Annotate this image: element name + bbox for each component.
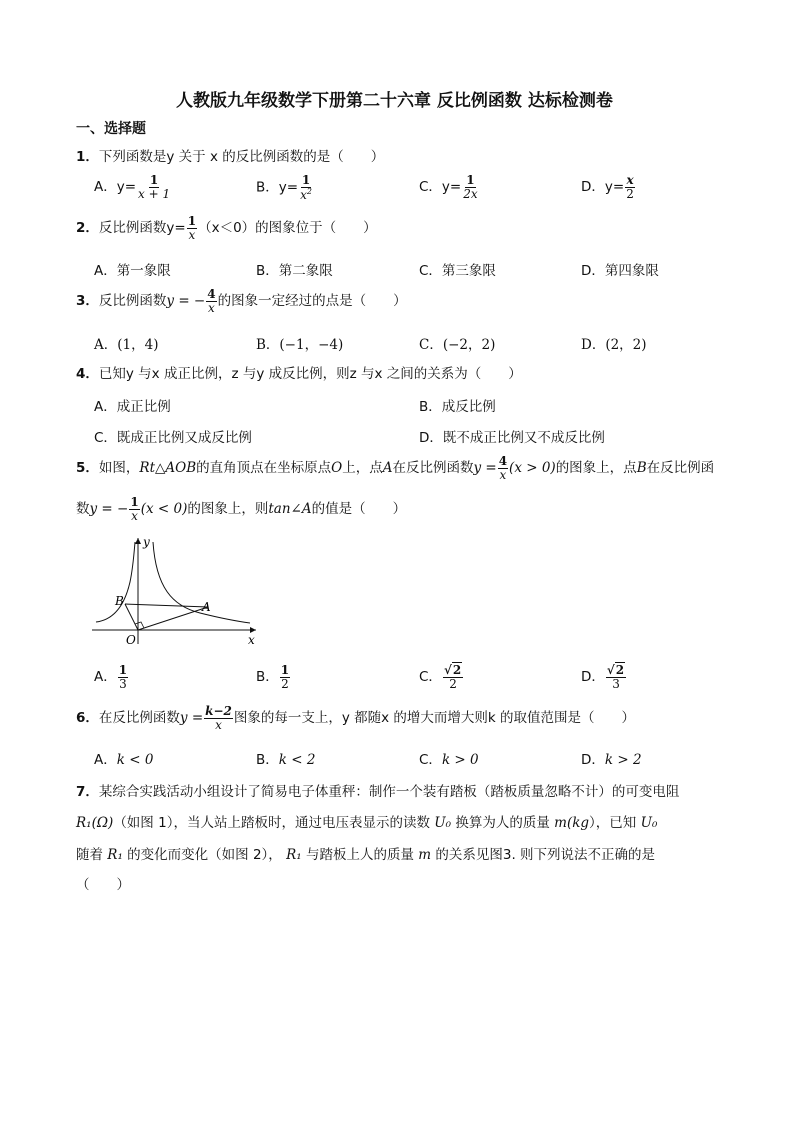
option-d[interactable]: D．k > 2 — [581, 752, 642, 768]
fraction: $\frac{1}{x}$ — [130, 495, 139, 523]
option-a[interactable] — [94, 174, 172, 200]
fraction: $\frac{1}{3}$ — [118, 663, 128, 691]
question-5-line-2: 数y = − $\frac{1}{x}$ (x < 0)的图象上，则tan∠A的值是（ ） — [76, 495, 407, 523]
question-1 — [76, 145, 384, 165]
question-number: 6． — [76, 710, 99, 727]
option-c[interactable]: C．k > 0 — [419, 752, 479, 768]
fraction: $\frac{1}{x^2}$ — [300, 173, 312, 202]
option-d[interactable]: D．既不成正比例又不成反比例 — [419, 430, 605, 446]
option-a[interactable]: A．成正比例 — [94, 399, 171, 415]
point-label-b: B — [115, 594, 124, 608]
option-d[interactable]: D．第四象限 — [581, 263, 659, 279]
option-b[interactable]: B． $\frac{1}{2}$ — [256, 663, 290, 691]
question-7-line-2: R₁(Ω)（如图 1），当人站上踏板时，通过电压表显示的读数 U₀ 换算为人的质量 m(kg），已知 U₀ — [76, 815, 658, 831]
question-7-line-3: 随着 R₁ 的变化而变化（如图 2）， R₁ 与踏板上人的质量 m 的关系见图3. 则下列说法不正确的是 — [76, 847, 656, 863]
option-a[interactable]: A．第一象限 — [94, 263, 171, 279]
formula: y = − — [166, 293, 206, 310]
question-number: 7． — [76, 784, 99, 800]
fraction: $\frac{4}{x}$ — [498, 454, 508, 482]
option-c[interactable]: C．(−2，2) — [419, 337, 496, 353]
question-7-line-1: 7．某综合实践活动小组设计了简易电子体重秤：制作一个装有踏板（踏板质量忽略不计）的可变电阻 — [76, 784, 680, 800]
fraction: $\frac{1}{x}$ — [187, 214, 197, 242]
question-6: 6．在反比例函数y = $\frac{k-2}{x}$ 图象的每一支上，y 都随x 的增大而增大则k 的取值范围是（ ） — [76, 704, 636, 732]
option-b[interactable]: B．k < 2 — [256, 752, 316, 768]
question-5-line-1: 5．如图，Rt△AOB的直角顶点在坐标原点O上，点A在反比例函数y = $\frac{4}{x}$ (x > 0)的图象上，点B在反比例函 — [76, 454, 715, 482]
question-text: 反比例函数y= — [98, 220, 186, 237]
option-a[interactable]: A．k < 0 — [94, 752, 154, 768]
question-number: 2． — [76, 220, 99, 237]
sqrt-icon: √ — [606, 663, 615, 677]
origin-label: O — [126, 633, 136, 647]
option-a[interactable]: A．(1，4) — [94, 337, 159, 353]
question-text: 已知y 与x 成正比例，z 与y 成反比例，则z 与x 之间的关系为（ ） — [98, 366, 522, 382]
question-text: （x＜0）的图象位于（ ） — [198, 220, 377, 237]
question-text: 反比例函数 — [98, 293, 167, 310]
option-b[interactable]: B．第二象限 — [256, 263, 333, 279]
option-b[interactable]: B．(−1，−4) — [256, 337, 344, 353]
section-heading: 一、选择题 — [76, 121, 146, 137]
fraction: $\frac{k-2}{x}$ — [205, 704, 232, 732]
question-text: 下列函数是y 关于 x 的反比例函数的是（ ） — [98, 149, 385, 165]
question-number: 3． — [76, 293, 99, 310]
option-label: C．y= — [419, 179, 462, 196]
option-c[interactable] — [419, 174, 480, 200]
option-label: A．y= — [94, 179, 137, 196]
axis-label-y: y — [143, 535, 150, 549]
question-4 — [76, 362, 522, 382]
option-label: D．y= — [581, 179, 625, 196]
option-c[interactable]: C． $\frac{√2}{2}$ — [419, 663, 462, 691]
option-c[interactable]: C．第三象限 — [419, 263, 496, 279]
question-2 — [76, 215, 377, 241]
question-number: 1． — [76, 149, 99, 165]
option-b[interactable]: B．成反比例 — [419, 399, 496, 415]
option-d[interactable]: D． $\frac{√2}{3}$ — [581, 663, 625, 691]
question-number: 4． — [76, 366, 99, 382]
option-d[interactable] — [581, 174, 636, 200]
fraction: $\frac{√2}{2}$ — [443, 663, 462, 691]
option-b[interactable] — [256, 174, 314, 201]
fraction: $\frac{1}{x + 1}$ — [138, 173, 171, 201]
question-text: 的图象一定经过的点是（ ） — [217, 293, 407, 310]
hyperbola-figure — [90, 532, 270, 654]
option-d[interactable]: D．(2，2) — [581, 337, 647, 353]
question-7-line-4: （ ） — [76, 877, 130, 893]
option-label: B．y= — [256, 179, 299, 196]
question-number: 5． — [76, 460, 99, 477]
fraction: $\frac{x}{2}$ — [626, 173, 634, 201]
point-label-a: A — [202, 600, 211, 614]
fraction: $\frac{√2}{3}$ — [606, 663, 625, 691]
sqrt-icon: √ — [443, 663, 452, 677]
fraction: $\frac{1}{2}$ — [280, 663, 290, 691]
option-c[interactable]: C．既成正比例又成反比例 — [94, 430, 252, 446]
question-3 — [76, 288, 407, 314]
option-a[interactable]: A． $\frac{1}{3}$ — [94, 663, 128, 691]
page-title: 人教版九年级数学下册第二十六章 反比例函数 达标检测卷 — [176, 91, 613, 111]
axis-label-x: x — [248, 633, 255, 647]
fraction: $\frac{1}{2x}$ — [463, 173, 478, 201]
fraction: $\frac{4}{x}$ — [207, 287, 216, 315]
